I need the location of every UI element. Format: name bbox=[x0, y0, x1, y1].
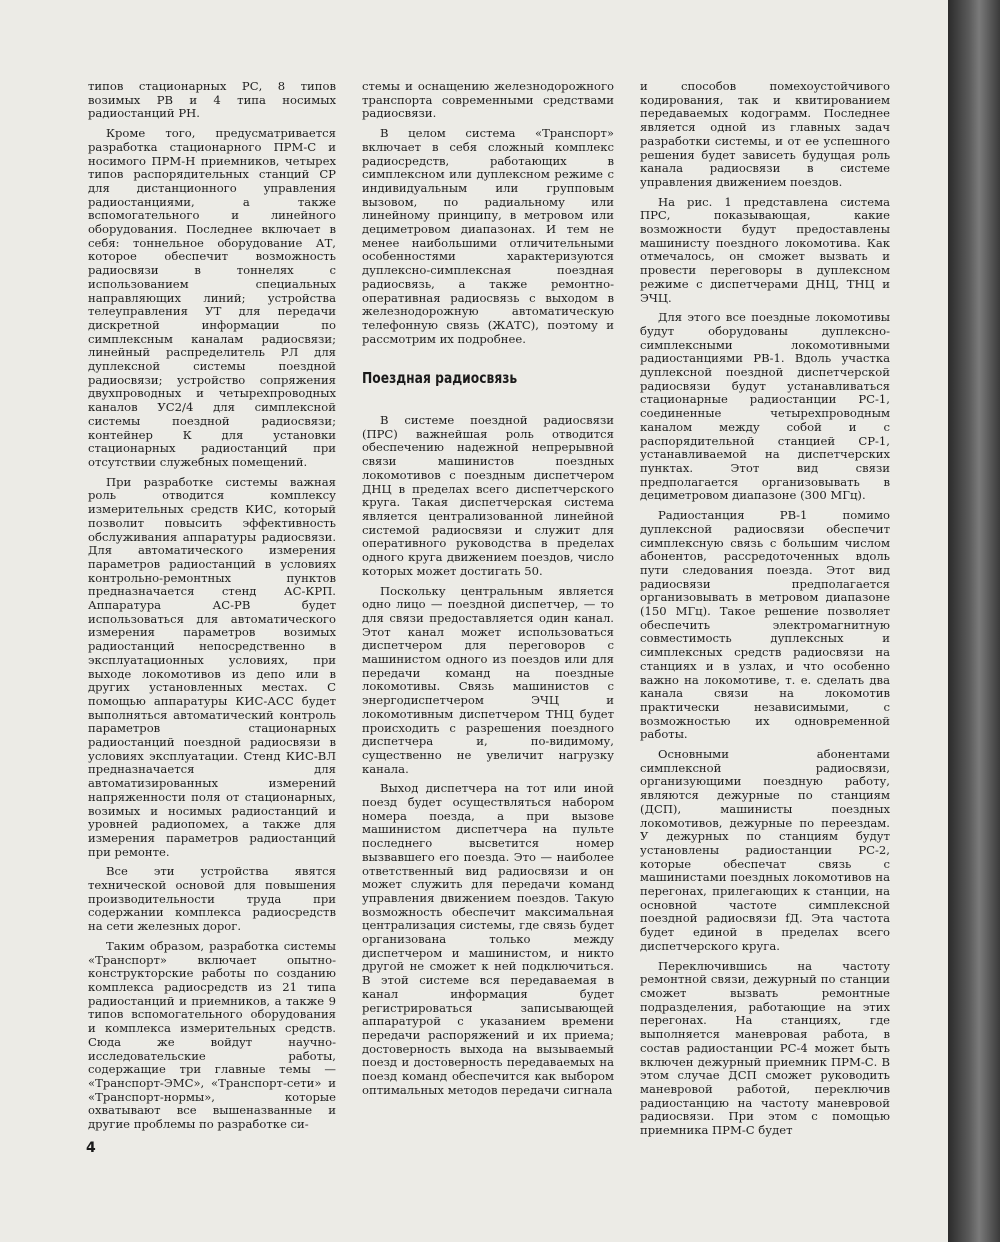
paragraph: Для этого все поездные локомотивы будут оборудованы дуплексно-симплексными локомотивными радиостанциями РВ-1. Вдоль участка дуплексной поездной диспетчерской радиосвязи будут устанавливаться стационарные радиостанции РС-1, соединенные четырехпроводным каналом между собой и с распорядительной станцией СР-1, устанавливаемой на диспетчерских пунктах. Этот вид связи предполагается организовывать в дециметровом диапазоне (300 МГц). bbox=[640, 310, 890, 503]
paragraph: В целом система «Транспорт» включает в себя сложный комплекс радиосредств, работающих в симплексном или дуплексном режиме с индивидуальным или групповым вызовом, по радиальному или линейному принципу, в метровом или дециметровом диапазонах. И тем не менее наибольшими отличительными особенностями характеризуются дуплексно-симплексная поездная радиосвязь, а также ремонтно-оперативная радиосвязь с выходом в железнодорожную автоматическую телефонную связь (ЖАТС), поэтому и рассмотрим их подробнее. bbox=[362, 126, 614, 346]
book-spine-edge bbox=[948, 0, 1000, 1242]
text-column-1 bbox=[88, 80, 336, 1138]
paragraph: типов стационарных РС, 8 типов возимых РВ и 4 типа носимых радиостанций РН. bbox=[88, 79, 336, 121]
paragraph: Выход диспетчера на тот или иной поезд будет осуществляться набором номера поезда, а при вызове машинистом диспетчера на пульте последнего высветится номер вызвавшего его поезда. Это — наиболее ответственный вид радиосвязи и он может служить для передачи команд управления движением поездов. Такую возможность обеспечит максимальная централизация системы, где связь будет организована только между диспетчером и машинистом, и никто другой не сможет к ней подключиться. В этой системе вся передаваемая в канал информация будет регистрироваться записывающей аппаратурой с указанием времени передачи распоряжений и их приема; достоверность выхода на вызываемый поезд и достоверность передаваемых на поезд команд обеспечится как выбором оптимальных методов передачи сигнала bbox=[362, 781, 614, 1097]
paragraph: На рис. 1 представлена система ПРС, показывающая, какие возможности будут предоставлены машинисту поездного локомотива. Как отмечалось, он сможет вызвать и провести переговоры в дуплексном режиме с диспетчерами ДНЦ, ТНЦ и ЭЧЦ. bbox=[640, 194, 890, 305]
paragraph: Радиостанция РВ-1 помимо дуплексной радиосвязи обеспечит симплексную связь с большим числом абонентов, рассредоточенных вдоль пути следования поезда. Этот вид радиосвязи предполагается организовывать в метровом диапазоне (150 МГц). Такое решение позволяет обеспечить электромагнитную совместимость дуплексных и симплексных средств радиосвязи на станциях и в узлах, и что особенно важно на локомотиве, т. е. сделать два канала связи на локомотив практически независимыми, с возможностью их одновременной работы. bbox=[640, 508, 890, 742]
paragraph: Поскольку центральным является одно лицо — поездной диспетчер, — то для связи предоставляется один канал. Этот канал может использоваться диспетчером для переговоров с машинистом одного из поездов или для передачи команд на поездные локомотивы. Связь машинистов с энергодиспетчером ЭЧЦ и локомотивным диспетчером ТНЦ будет происходить с разрешения поездного диспетчера и, по-видимому, существенно не увеличит нагрузку канала. bbox=[362, 583, 614, 776]
paragraph: Основными абонентами симплексной радиосвязи, организующими поездную работу, являются дежурные по станциям (ДСП), машинисты поездных локомотивов, дежурные по переездам. У дежурных по станциям будут установлены радиостанции РС-2, которые обеспечат связь с машинистами поездных локомотивов на перегонах, прилегающих к станции, на основной частоте симплексной поездной радиосвязи fД. Эта частота будет единой в пределах всего диспетчерского круга. bbox=[640, 747, 890, 953]
page-number: 4 bbox=[86, 1140, 96, 1156]
paragraph: Кроме того, предусматривается разработка стационарного ПРМ-С и носимого ПРМ-Н приемников, четырех типов распорядительных станций СР для дистанционного управления радиостанциями, а также вспомогательного и линейного оборудования. Последнее включает в себя: тоннельное оборудование АТ, которое обеспечит возможность радиосвязи в тоннелях с использованием специальных направляющих линий; устройства телеуправления УТ для передачи дискретной информации по симплексным каналам радиосвязи; линейный распределитель РЛ для дуплексной системы поездной радиосвязи; устройство сопряжения двухпроводных и четырехпроводных каналов УС2/4 для симплексной системы поездной радиосвязи; контейнер К для установки стационарных радиостанций при отсутствии служебных помещений. bbox=[88, 126, 336, 469]
paragraph: и способов помехоустойчивого кодирования, так и квитированием передаваемых кодограмм. Последнее является одной из главных задач разработки системы, и от ее успешного решения будет зависеть будущая роль канала радиосвязи в системе управления движением поездов. bbox=[640, 79, 890, 189]
paragraph: При разработке системы важная роль отводится комплексу измерительных средств КИС, который позволит повысить эффективность обслуживания аппаратуры радиосвязи. Для автоматического измерения параметров радиостанций в условиях контрольно-ремонтных пунктов предназначается стенд АС-КРП. Аппаратура АС-РВ будет использоваться для автоматического измерения параметров возимых радиостанций непосредственно в эксплуатационных условиях, при выходе локомотивов из депо или в других установленных местах. С помощью аппаратуры КИС-АСС будет выполняться автоматический контроль параметров стационарных радиостанций поездной радиосвязи в условиях эксплуатации. Стенд КИС-ВЛ предназначается для автоматизированных измерений напряженности поля от стационарных, возимых и носимых радиостанций и уровней радиопомех, а также для измерения параметров радиостанций при ремонте. bbox=[88, 474, 336, 859]
text-column-2 bbox=[362, 80, 614, 1104]
text-column-3 bbox=[640, 80, 890, 1144]
paragraph: Все эти устройства явятся технической основой для повышения производительности труда при содержании комплекса радиосредств на сети железных дорог. bbox=[88, 864, 336, 934]
paragraph: Переключившись на частоту ремонтной связи, дежурный по станции сможет вызвать ремонтные подразделения, работающие на этих перегонах. На станциях, где выполняется маневровая работа, в состав радиостанции РС-4 может быть включен дежурный приемник ПРМ-С. В этом случае ДСП сможет руководить маневровой работой, переключив радиостанцию на частоту маневровой радиосвязи. При этом с помощью приемника ПРМ-С будет bbox=[640, 958, 890, 1138]
section-heading: Поездная радиосвязь bbox=[362, 369, 518, 388]
paragraph: стемы и оснащению железнодорожного транспорта современными средствами радиосвязи. bbox=[362, 79, 614, 121]
paragraph: Таким образом, разработка системы «Транспорт» включает опытно-конструкторские работы по созданию комплекса радиосредств из 21 типа радиостанций и приемников, а также 9 типов вспомогательного оборудования и комплекса измерительных средств. Сюда же войдут научно-исследовательские работы, содержащие три главные темы — «Транспорт-ЭМС», «Транспорт-сети» и «Транспорт-нормы», которые охватывают все вышеназванные и другие проблемы по разработке си- bbox=[88, 938, 336, 1132]
paragraph: В системе поездной радиосвязи (ПРС) важнейшая роль отводится обеспечению надежной непрерывной связи машинистов поездных локомотивов с поездным диспетчером ДНЦ в пределах всего диспетчерского круга. Такая диспетчерская система является централизованной линейной системой радиосвязи и служит для оперативного руководства в пределах одного круга движением поездов, число которых может достигать 50. bbox=[362, 413, 614, 578]
